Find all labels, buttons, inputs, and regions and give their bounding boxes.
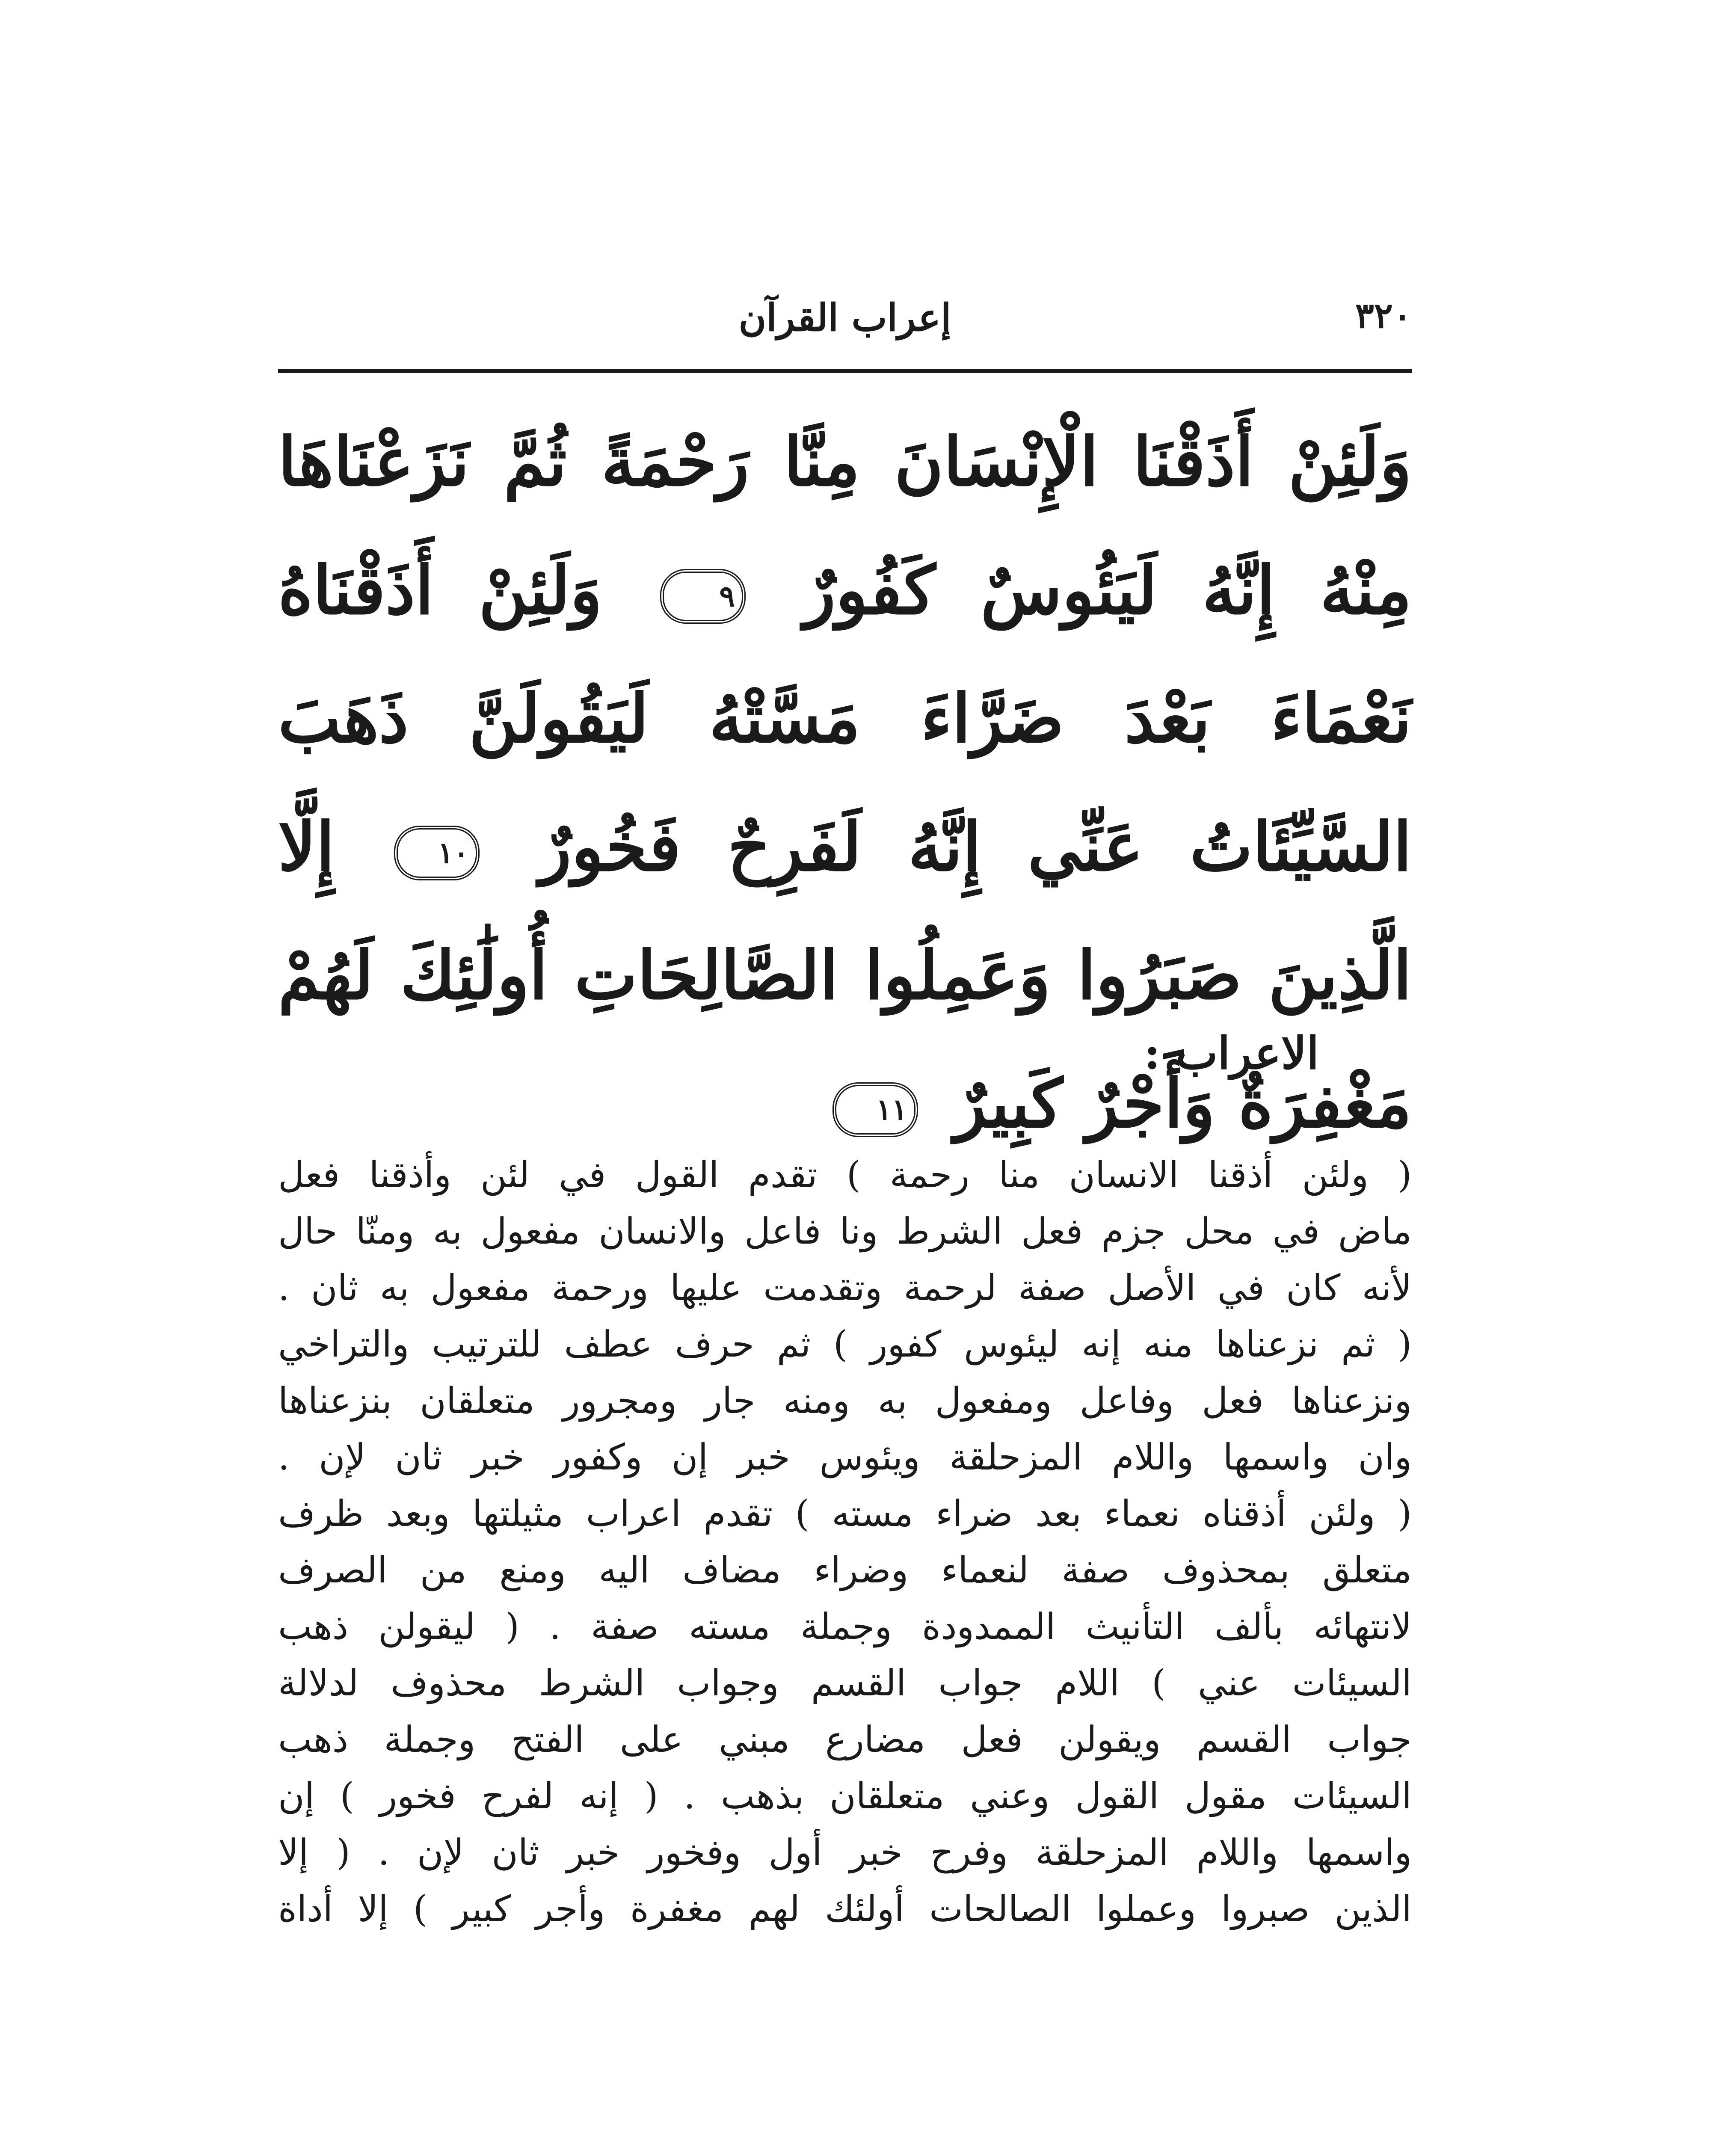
header-divider [278, 369, 1412, 373]
verse-text: إِلَّا الَّذِينَ صَبَرُوا وَعَمِلُوا الصَّالِحَاتِ أُولَٰئِكَ لَهُمْ مَغْفِرَةٌ وَأَجْرٌ كَبِيرٌ [278, 808, 1412, 1143]
ayah-number-marker: ١٠ [394, 826, 480, 880]
page-number: ٣٢٠ [1355, 295, 1412, 336]
commentary-line: وان واسمها واللام المزحلقة ويئوس خبر إن وكفور خبر ثان لإن . [278, 1436, 1412, 1478]
commentary-line: متعلق بمحذوف صفة لنعماء وضراء مضاف اليه ومنع من الصرف [278, 1549, 1412, 1591]
commentary-line: الذين صبروا وعملوا الصالحات أولئك لهم مغفرة وأجر كبير ) إلا أداة [278, 1888, 1412, 1930]
book-title: إعراب القرآن [738, 295, 951, 340]
verse-text: وَلَئِنْ أَذَقْنَاهُ نَعْمَاءَ بَعْدَ ضَرَّاءَ مَسَّتْهُ لَيَقُولَنَّ ذَهَبَ السَّيِّئَاتُ عَنِّي إِنَّهُ لَفَرِحٌ فَخُورٌ [278, 551, 1412, 886]
ayah-number-marker: ٩ [660, 569, 746, 624]
commentary-line: لأنه كان في الأصل صفة لرحمة وتقدمت عليها ورحمة مفعول به ثان . [278, 1267, 1412, 1309]
commentary-body [278, 1147, 1412, 1937]
commentary-line: ( ولئن أذقناه نعماء بعد ضراء مسته ) تقدم اعراب مثيلتها وبعد ظرف [278, 1493, 1412, 1535]
commentary-line: ( ولئن أذقنا الانسان منا رحمة ) تقدم القول في لئن وأذقنا فعل [278, 1154, 1412, 1196]
commentary-line: ماض في محل جزم فعل الشرط ونا فاعل والانسان مفعول به ومنّا حال [278, 1210, 1412, 1252]
commentary-line: ( ثم نزعناها منه إنه ليئوس كفور ) ثم حرف عطف للترتيب والتراخي [278, 1323, 1412, 1365]
commentary-line: السيئات عني ) اللام جواب القسم وجواب الشرط محذوف لدلالة [278, 1662, 1412, 1704]
commentary-line: ونزعناها فعل وفاعل ومفعول به ومنه جار ومجرور متعلقان بنزعناها [278, 1380, 1412, 1422]
commentary-line: السيئات مقول القول وعني متعلقان بذهب . ( إنه لفرح فخور ) إن [278, 1775, 1412, 1817]
commentary-line: واسمها واللام المزحلقة وفرح خبر أول وفخور خبر ثان لإن . ( إلا [278, 1831, 1412, 1873]
verse-text: وَلَئِنْ أَذَقْنَا الْإِنْسَانَ مِنَّا رَحْمَةً ثُمَّ نَزَعْنَاهَا مِنْهُ إِنَّهُ لَيَئُوسٌ كَفُورٌ [278, 423, 1412, 629]
commentary-line: جواب القسم ويقولن فعل مضارع مبني على الفتح وجملة ذهب [278, 1718, 1412, 1760]
section-heading: الاعراب : [1144, 1027, 1319, 1079]
ayah-number-marker: ١١ [832, 1082, 918, 1137]
commentary-line: لانتهائه بألف التأنيث الممدودة وجملة مسته صفة . ( ليقولن ذهب [278, 1606, 1412, 1647]
page-header [278, 278, 1412, 364]
